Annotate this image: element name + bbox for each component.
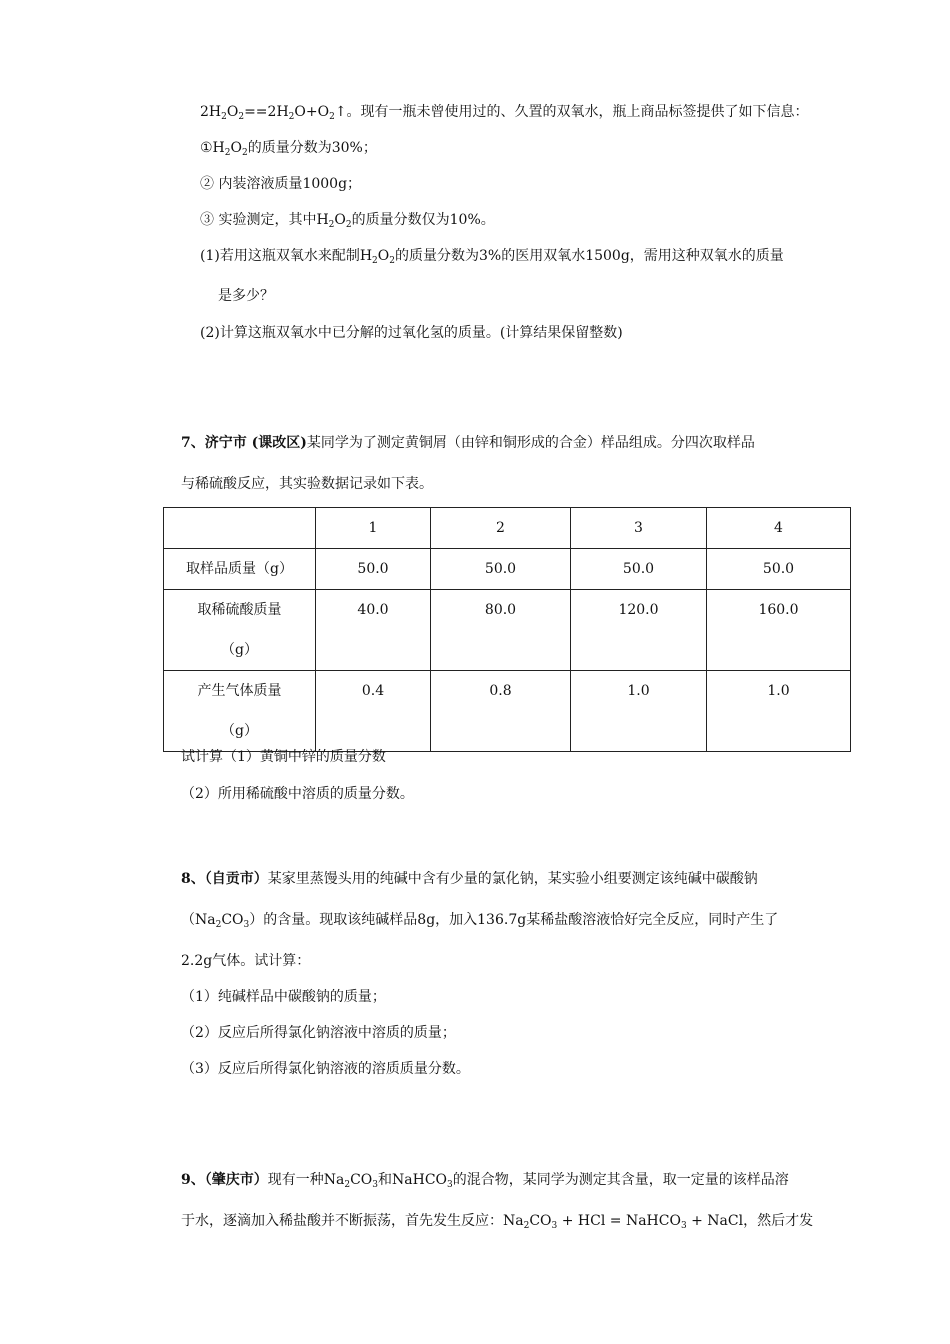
q7-intro	[181, 433, 755, 453]
subscript: 2	[241, 148, 248, 158]
subscript: 3	[551, 1221, 558, 1231]
text: （Na	[181, 912, 216, 928]
table-row	[164, 671, 851, 752]
subscript: 2	[215, 920, 222, 930]
table-cell: 120.0	[571, 590, 707, 671]
text: 于水，逐滴加入稀盐酸并不断振荡，首先发生反应：Na	[181, 1213, 524, 1229]
table-cell: 40.0	[316, 590, 431, 671]
table-cell: 2	[431, 508, 571, 549]
q6-info-1	[200, 138, 377, 158]
text: 的质量分数为30%；	[247, 140, 377, 156]
table-cell: 0.8	[431, 671, 571, 752]
text: ↑。现有一瓶未曾使用过的、久置的双氧水，瓶上商品标签提供了如下信息：	[334, 104, 809, 120]
question-source: （自贡市）	[204, 871, 268, 887]
text: ）的含量。现取该纯碱样品8g，加入136.7g某稀盐酸溶液恰好完全反应，同时产生了	[249, 912, 779, 928]
table-cell: 50.0	[431, 549, 571, 590]
question-number: 9、	[181, 1172, 205, 1188]
q6-info-2: ② 内装溶液质量1000g；	[200, 176, 362, 192]
table-cell: 1.0	[571, 671, 707, 752]
text: 某家里蒸馒头用的纯碱中含有少量的氯化钠，某实验小组要测定该纯碱中碳酸钠	[267, 871, 758, 887]
q6-equation-line	[200, 102, 809, 122]
q8-ask-2: （2）反应后所得氯化钠溶液中溶质的质量；	[181, 1025, 456, 1041]
table-cell: 50.0	[571, 549, 707, 590]
subscript: 2	[224, 148, 231, 158]
table-cell: 取样品质量（g）	[164, 549, 316, 590]
text: CO	[529, 1213, 552, 1229]
q8-intro	[181, 869, 758, 889]
subscript: 2	[523, 1221, 530, 1231]
question-number: 7、	[181, 435, 205, 451]
q8-ask-3: （3）反应后所得氯化钠溶液的溶质质量分数。	[181, 1061, 470, 1077]
text: ③ 实验测定，其中H	[200, 212, 329, 228]
row-label: 取稀硫酸质量	[197, 602, 282, 618]
row-unit: （g）	[221, 723, 258, 739]
subscript: 2	[238, 112, 245, 122]
subscript: 3	[372, 1180, 379, 1190]
subscript: 2	[389, 256, 395, 266]
table-row	[164, 549, 851, 590]
subscript: 3	[447, 1180, 453, 1190]
text: O+O	[294, 104, 330, 120]
text: CO	[350, 1172, 373, 1188]
table-cell: 4	[707, 508, 851, 549]
text: 的质量分数仅为10%。	[351, 212, 495, 228]
question-source: （肇庆市）	[204, 1172, 268, 1188]
text: CO	[221, 912, 244, 928]
text: O	[377, 248, 390, 264]
q6-info-3	[200, 210, 495, 230]
subscript: 2	[345, 220, 352, 230]
q9-intro	[181, 1170, 789, 1190]
text: O	[230, 140, 242, 156]
q7-ask-1: 试计算（1）黄铜中锌的质量分数	[181, 749, 386, 765]
subscript: 2	[328, 220, 335, 230]
q6-subquestion-1-cont: 是多少？	[218, 288, 274, 304]
q8-intro-line-2	[181, 910, 778, 930]
table-cell	[164, 590, 316, 671]
text: 2H	[200, 104, 222, 120]
text: ==2H	[244, 104, 289, 120]
subscript: 2	[372, 256, 378, 266]
q6-subquestion-1	[200, 246, 784, 266]
table-cell: 160.0	[707, 590, 851, 671]
q7-intro-cont: 与稀硫酸反应，其实验数据记录如下表。	[181, 476, 433, 492]
question-number: 8、	[181, 871, 205, 887]
text: (1)若用这瓶双氧水来配制H	[200, 248, 373, 264]
text: + HCl = NaHCO	[557, 1213, 681, 1229]
table-cell: 3	[571, 508, 707, 549]
row-unit: （g）	[221, 642, 258, 658]
table-cell: 50.0	[316, 549, 431, 590]
subscript: 2	[344, 1180, 351, 1190]
table-cell: 0.4	[316, 671, 431, 752]
text: + NaCl，然后才发	[686, 1213, 814, 1229]
text: 的混合物，某同学为测定其含量，取一定量的该样品溶	[452, 1172, 789, 1188]
text: 某同学为了测定黄铜屑（由锌和铜形成的合金）样品组成。分四次取样品	[306, 435, 755, 451]
table-cell: 50.0	[707, 549, 851, 590]
text: 和NaHCO	[378, 1172, 448, 1188]
q8-ask-1: （1）纯碱样品中碳酸钠的质量；	[181, 989, 386, 1005]
subscript: 2	[221, 112, 227, 122]
text: ①H	[200, 140, 225, 156]
q7-data-table	[163, 507, 851, 752]
subscript: 3	[680, 1221, 687, 1231]
q6-subquestion-2: (2)计算这瓶双氧水中已分解的过氧化氢的质量。(计算结果保留整数)	[200, 325, 623, 341]
table-cell: 80.0	[431, 590, 571, 671]
table-cell	[164, 508, 316, 549]
q9-intro-line-2	[181, 1211, 813, 1231]
table-cell: 1.0	[707, 671, 851, 752]
subscript: 2	[329, 112, 335, 122]
text: 现有一种Na	[267, 1172, 345, 1188]
table-cell: 1	[316, 508, 431, 549]
q8-intro-line-3: 2.2g气体。试计算：	[181, 953, 311, 969]
text: O	[226, 104, 239, 120]
text: 的质量分数为3%的医用双氧水1500g，需用这种双氧水的质量	[395, 248, 784, 264]
text: O	[334, 212, 346, 228]
subscript: 3	[243, 920, 250, 930]
q7-ask-2: （2）所用稀硫酸中溶质的质量分数。	[181, 786, 414, 802]
table-cell	[164, 671, 316, 752]
table-row	[164, 590, 851, 671]
subscript: 2	[288, 112, 295, 122]
table-header-row	[164, 508, 851, 549]
row-label: 产生气体质量	[197, 683, 282, 699]
question-source: 济宁市 (课改区)	[204, 435, 307, 451]
